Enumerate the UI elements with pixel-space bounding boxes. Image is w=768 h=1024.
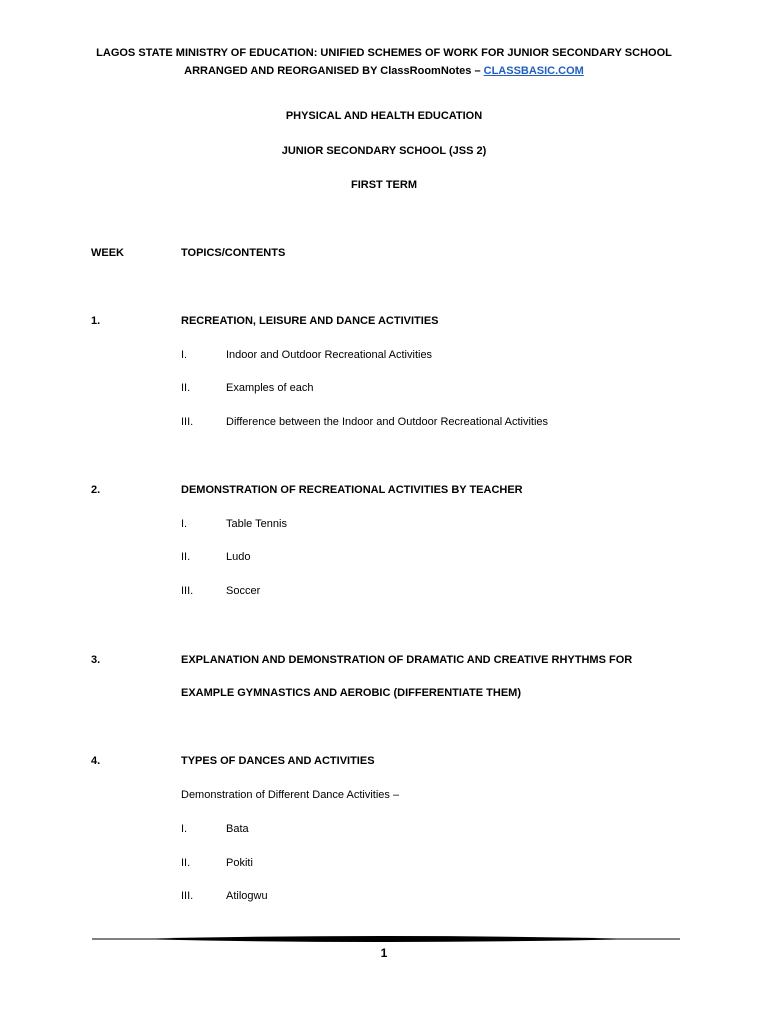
week-3-title-continued: EXAMPLE GYMNASTICS AND AEROBIC (DIFFERENTIATE THEM) bbox=[181, 687, 521, 699]
subject-title: PHYSICAL AND HEALTH EDUCATION bbox=[285, 110, 483, 122]
week-1-item-2-numeral: II. bbox=[181, 382, 191, 394]
week-1-item-3-text: Difference between the Indoor and Outdoor Recreational Activities bbox=[226, 416, 549, 428]
week-4-item-3-text: Atilogwu bbox=[226, 890, 268, 902]
week-2-item-2-text: Ludo bbox=[226, 551, 251, 563]
document-header-line1: LAGOS STATE MINISTRY OF EDUCATION: UNIFIED SCHEMES OF WORK FOR JUNIOR SECONDARY SCHOOL bbox=[96, 47, 672, 59]
week-2-item-1-numeral: I. bbox=[181, 518, 188, 530]
week-2-item-2-numeral: II. bbox=[181, 551, 191, 563]
week-1-number: 1. bbox=[91, 315, 101, 327]
week-4-item-1-text: Bata bbox=[226, 823, 249, 835]
week-1-item-1-numeral: I. bbox=[181, 349, 188, 361]
week-4-item-1-numeral: I. bbox=[181, 823, 188, 835]
week-1-item-2-text: Examples of each bbox=[226, 382, 314, 394]
classbasic-link[interactable]: CLASSBASIC.COM bbox=[483, 65, 584, 77]
week-2-number: 2. bbox=[91, 484, 101, 496]
week-column-header: WEEK bbox=[91, 247, 124, 259]
topics-column-header: TOPICS/CONTENTS bbox=[181, 247, 286, 259]
week-3-number: 3. bbox=[91, 654, 101, 666]
week-4-item-3-numeral: III. bbox=[181, 890, 194, 902]
week-2-item-3-text: Soccer bbox=[226, 585, 261, 597]
week-4-item-2-text: Pokiti bbox=[226, 857, 253, 869]
week-1-item-1-text: Indoor and Outdoor Recreational Activities bbox=[226, 349, 433, 361]
class-level: JUNIOR SECONDARY SCHOOL (JSS 2) bbox=[281, 145, 487, 157]
week-1-item-3-numeral: III. bbox=[181, 416, 194, 428]
week-2-title: DEMONSTRATION OF RECREATIONAL ACTIVITIES BY TEACHER bbox=[181, 484, 523, 496]
week-2-item-1-text: Table Tennis bbox=[226, 518, 287, 530]
week-2-item-3-numeral: III. bbox=[181, 585, 194, 597]
week-4-number: 4. bbox=[91, 755, 101, 767]
document-header-line2 bbox=[0, 65, 768, 77]
week-1-title: RECREATION, LEISURE AND DANCE ACTIVITIES bbox=[181, 315, 439, 327]
week-4-title: TYPES OF DANCES AND ACTIVITIES bbox=[181, 755, 375, 767]
page-number: 1 bbox=[380, 946, 388, 960]
week-4-item-2-numeral: II. bbox=[181, 857, 191, 869]
header-arranged-by: ARRANGED AND REORGANISED BY ClassRoomNotes – bbox=[184, 65, 484, 77]
term-title: FIRST TERM bbox=[351, 179, 417, 191]
footer-divider bbox=[92, 934, 680, 944]
week-4-intro: Demonstration of Different Dance Activities – bbox=[181, 789, 400, 801]
week-3-title: EXPLANATION AND DEMONSTRATION OF DRAMATIC AND CREATIVE RHYTHMS FOR bbox=[181, 654, 633, 666]
